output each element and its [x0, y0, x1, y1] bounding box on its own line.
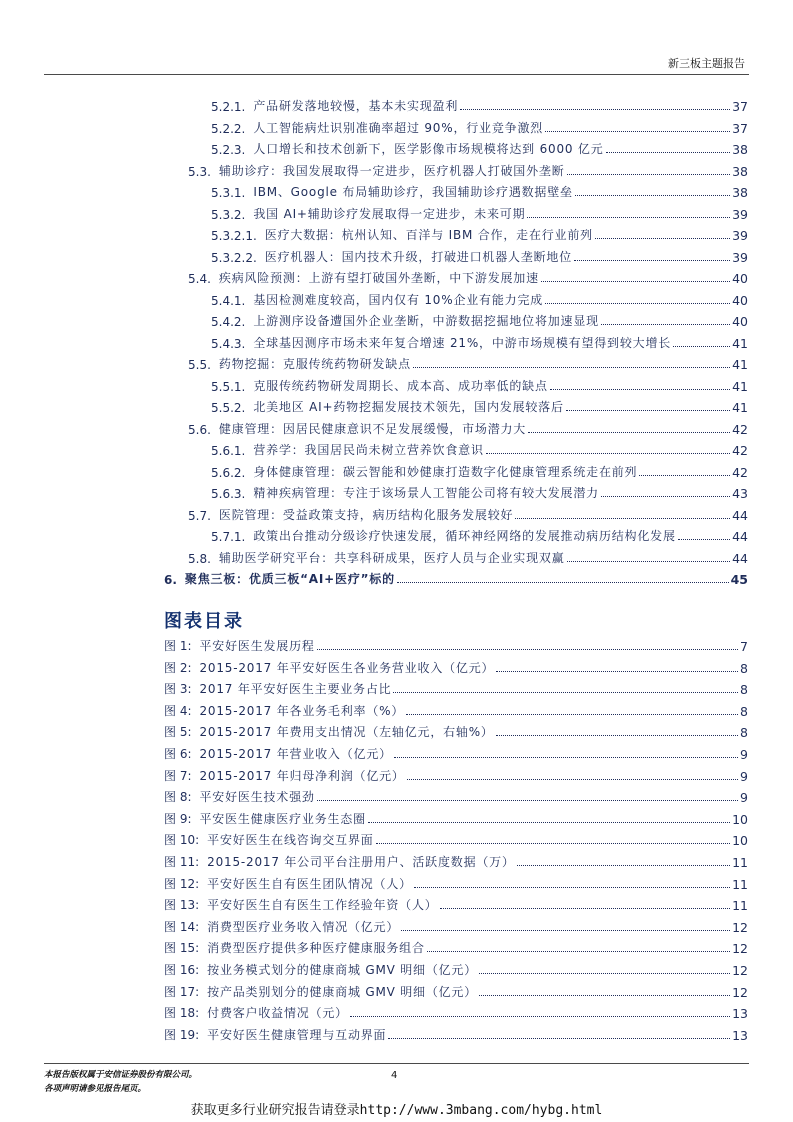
toc-entry[interactable]: [211, 139, 748, 157]
toc-entry[interactable]: [211, 118, 748, 136]
toc-entry-page: 39: [732, 250, 748, 265]
toc-entry-page: 45: [730, 572, 748, 587]
toc-entry[interactable]: [211, 376, 748, 394]
toc-entry-number: 5.2.1.: [211, 100, 246, 114]
toc-entry-leader: [550, 389, 730, 390]
toc-entry-number: 5.4.1.: [211, 294, 246, 308]
toc-entry-title: 辅助诊疗：我国发展取得一定进步，医疗机器人打破国外垄断: [218, 164, 565, 178]
toc-entry[interactable]: [211, 247, 748, 265]
figure-entry-leader: [496, 671, 738, 672]
figure-entry-label: 图 6:: [164, 747, 192, 761]
figure-entry-label: 图 10:: [164, 833, 200, 847]
figure-entry-label: 图 19:: [164, 1028, 200, 1042]
toc-entry-title: 政策出台推动分级诊疗快速发展，循环神经网络的发展推动病历结构化发展: [253, 529, 676, 543]
toc-entry-page: 44: [732, 529, 748, 544]
toc-entry-number: 5.4.3.: [211, 337, 246, 351]
toc-entry-title: 产品研发落地较慢，基本未实现盈利: [253, 99, 459, 113]
toc-entry[interactable]: [211, 526, 748, 544]
toc-entry-title: 辅助医学研究平台：共享科研成果，医疗人员与企业实现双赢: [218, 551, 565, 565]
toc-entry-leader: [527, 217, 730, 218]
toc-entry-page: 44: [732, 551, 748, 566]
toc-entry-leader: [673, 346, 730, 347]
figure-entry-leader: [440, 908, 731, 909]
figure-entry-leader: [394, 757, 738, 758]
figure-entry-page: 12: [732, 985, 748, 1000]
toc-entry-title: IBM、Google 布局辅助诊疗，我国辅助诊疗遇数据壁垒: [253, 185, 573, 199]
figure-entry-leader: [388, 1038, 730, 1039]
figure-entry[interactable]: [164, 917, 748, 935]
figure-entry-page: 8: [740, 682, 748, 697]
figure-entry-leader: [350, 1016, 730, 1017]
figure-entry-label: 图 12:: [164, 877, 200, 891]
toc-entry[interactable]: [211, 462, 748, 480]
toc-entry[interactable]: [188, 354, 748, 372]
figure-entry[interactable]: [164, 982, 748, 1000]
figure-entry[interactable]: [164, 658, 748, 676]
toc-entry-leader: [639, 475, 730, 476]
figure-entry-label: 图 7:: [164, 769, 192, 783]
toc-entry-title: 医院管理：受益政策支持，病历结构化服务发展较好: [218, 508, 514, 522]
toc-entry-leader: [460, 109, 730, 110]
toc-entry-title: 健康管理：因居民健康意识不足发展缓慢，市场潜力大: [218, 422, 527, 436]
figure-entry-leader: [427, 951, 730, 952]
toc-entry-page: 38: [732, 142, 748, 157]
toc-entry-number: 5.5.: [188, 358, 211, 372]
toc-entry-leader: [595, 238, 730, 239]
figure-entry[interactable]: [164, 679, 748, 697]
toc-entry-number: 5.6.1.: [211, 444, 246, 458]
figure-entry-page: 11: [732, 855, 748, 870]
toc-entry-page: 41: [732, 336, 748, 351]
figure-entry-label: 图 18:: [164, 1006, 200, 1020]
figure-entry-page: 9: [740, 747, 748, 762]
toc-entry[interactable]: [211, 440, 748, 458]
toc-entry-leader: [567, 174, 731, 175]
figure-entry-title: 平安好医生自有医生工作经验年资（人）: [207, 898, 438, 912]
figure-entry-page: 8: [740, 661, 748, 676]
toc-entry-page: 40: [732, 293, 748, 308]
figure-entry[interactable]: [164, 636, 748, 654]
figure-entry-page: 10: [732, 833, 748, 848]
toc-entry-leader: [567, 561, 731, 562]
footer-disclaimer: 各项声明请参见报告尾页。: [44, 1084, 147, 1094]
header-divider: [44, 74, 749, 75]
figure-entry[interactable]: [164, 722, 748, 740]
toc-entry-number: 5.4.: [188, 272, 211, 286]
figure-entry-page: 9: [740, 769, 748, 784]
footer-divider: [44, 1063, 749, 1064]
figure-entry-title: 2015-2017 年公司平台注册用户、活跃度数据（万）: [207, 855, 515, 869]
figure-entry-page: 12: [732, 963, 748, 978]
toc-entry-leader: [541, 281, 730, 282]
toc-entry-leader: [528, 432, 730, 433]
toc-entry-title: 精神疾病管理：专注于该场景人工智能公司将有较大发展潜力: [253, 486, 599, 500]
toc-entry-page: 37: [732, 121, 748, 136]
toc-entry-title: 疾病风险预测：上游有望打破国外垄断，中下游发展加速: [218, 271, 539, 285]
figure-entry-leader: [317, 649, 738, 650]
toc-entry-number: 5.5.1.: [211, 380, 246, 394]
toc-entry-leader: [601, 324, 730, 325]
figure-entry[interactable]: [164, 701, 748, 719]
toc-entry-title: 聚焦三板：优质三板“AI+医疗”标的: [184, 572, 395, 586]
figure-entry-label: 图 9:: [164, 812, 192, 826]
toc-entry-page: 40: [732, 314, 748, 329]
figure-entry-page: 13: [732, 1028, 748, 1043]
toc-entry-page: 41: [732, 357, 748, 372]
toc-entry-page: 42: [732, 443, 748, 458]
figure-entry[interactable]: [164, 895, 748, 913]
figure-entry-title: 2015-2017 年平安好医生各业务营业收入（亿元）: [199, 661, 495, 675]
figure-entry-leader: [496, 735, 738, 736]
toc-entry-title: 克服传统药物研发周期长、成本高、成功率低的缺点: [253, 379, 548, 393]
toc-entry-number: 5.6.2.: [211, 466, 246, 480]
toc-entry-leader: [606, 152, 731, 153]
toc-entry-title: 医疗大数据：杭州认知、百洋与 IBM 合作，走在行业前列: [264, 228, 593, 242]
toc-entry-title: 北美地区 AI+药物挖掘发展技术领先，国内发展较落后: [253, 400, 564, 414]
figure-entry-leader: [368, 822, 730, 823]
figure-entry-leader: [407, 779, 738, 780]
toc-entry-number: 5.6.3.: [211, 487, 246, 501]
figure-entry-label: 图 8:: [164, 790, 192, 804]
figure-entry-label: 图 1:: [164, 639, 192, 653]
figure-entry[interactable]: [164, 766, 748, 784]
figure-entry-title: 2015-2017 年各业务毛利率（%）: [199, 704, 405, 718]
toc-entry[interactable]: [211, 290, 748, 308]
figure-entry-leader: [517, 865, 730, 866]
figure-entry-title: 2015-2017 年营业收入（亿元）: [199, 747, 392, 761]
toc-entry[interactable]: [211, 182, 748, 200]
toc-entry-page: 38: [732, 164, 748, 179]
figure-entry[interactable]: [164, 809, 748, 827]
figure-entry-title: 平安好医生在线咨询交互界面: [207, 833, 374, 847]
figure-entry-page: 7: [740, 639, 748, 654]
toc-entry[interactable]: [188, 268, 748, 286]
toc-entry-title: 上游测序设备遭国外企业垄断，中游数据挖掘地位将加速显现: [253, 314, 599, 328]
toc-entry-leader: [575, 195, 730, 196]
figure-entry-page: 12: [732, 920, 748, 935]
toc-entry-leader: [566, 410, 730, 411]
figure-entry-title: 按业务模式划分的健康商城 GMV 明细（亿元）: [207, 963, 478, 977]
toc-entry-title: 营养学：我国居民尚未树立营养饮食意识: [253, 443, 484, 457]
toc-entry-page: 44: [732, 508, 748, 523]
figure-entry-page: 10: [732, 812, 748, 827]
toc-entry-page: 39: [732, 228, 748, 243]
toc-entry-leader: [413, 367, 730, 368]
toc-entry-number: 5.6.: [188, 423, 211, 437]
figure-entry-title: 消费型医疗业务收入情况（亿元）: [207, 920, 400, 934]
toc-entry-leader: [601, 496, 730, 497]
figure-entry-label: 图 16:: [164, 963, 200, 977]
toc-entry-leader: [515, 518, 730, 519]
toc-entry-leader: [397, 582, 729, 583]
figure-entry-label: 图 3:: [164, 682, 192, 696]
toc-entry[interactable]: [164, 569, 748, 587]
figure-entry[interactable]: [164, 744, 748, 762]
figure-entry-leader: [393, 692, 738, 693]
toc-entry[interactable]: [188, 161, 748, 179]
figure-entry[interactable]: [164, 787, 748, 805]
toc-entry-leader: [545, 303, 730, 304]
figure-entry-title: 平安医生健康医疗业务生态圈: [199, 812, 366, 826]
figure-entry[interactable]: [164, 1003, 748, 1021]
toc-entry-title: 基因检测难度较高，国内仅有 10%企业有能力完成: [253, 293, 544, 307]
figure-entry-page: 9: [740, 790, 748, 805]
toc-entry-number: 5.2.2.: [211, 122, 246, 136]
figure-entry[interactable]: [164, 1025, 748, 1043]
figure-entry-title: 按产品类别划分的健康商城 GMV 明细（亿元）: [207, 985, 478, 999]
figure-entry-label: 图 5:: [164, 725, 192, 739]
toc-entry-title: 人工智能病灶识别准确率超过 90%，行业竞争激烈: [253, 121, 544, 135]
figure-entry[interactable]: [164, 830, 748, 848]
figure-entry-label: 图 13:: [164, 898, 200, 912]
figure-entry-title: 付费客户收益情况（元）: [207, 1006, 348, 1020]
figure-entry-title: 平安好医生技术强劲: [199, 790, 315, 804]
figure-entry-title: 2015-2017 年归母净利润（亿元）: [199, 769, 405, 783]
figure-entry-page: 11: [732, 898, 748, 913]
toc-entry-title: 人口增长和技术创新下，医学影像市场规模将达到 6000 亿元: [253, 142, 604, 156]
figure-entry[interactable]: [164, 874, 748, 892]
figure-entry[interactable]: [164, 960, 748, 978]
figure-entry[interactable]: [164, 938, 748, 956]
figure-entry-page: 8: [740, 704, 748, 719]
toc-entry-leader: [574, 260, 730, 261]
figure-entry-label: 图 14:: [164, 920, 200, 934]
figure-entry[interactable]: [164, 852, 748, 870]
toc-entry-number: 6.: [164, 573, 177, 587]
toc-entry-title: 全球基因测序市场未来年复合增速 21%，中游市场规模有望得到较大增长: [253, 336, 672, 350]
figure-entry-title: 平安好医生健康管理与互动界面: [207, 1028, 387, 1042]
toc-entry-page: 39: [732, 207, 748, 222]
figure-entry-label: 图 15:: [164, 941, 200, 955]
figure-entry-leader: [406, 714, 738, 715]
figure-entry-page: 8: [740, 725, 748, 740]
toc-entry-page: 43: [732, 486, 748, 501]
toc-entry-number: 5.8.: [188, 552, 211, 566]
figure-entry-label: 图 17:: [164, 985, 200, 999]
toc-entry[interactable]: [211, 397, 748, 415]
toc-entry-number: 5.3.: [188, 165, 211, 179]
toc-entry-number: 5.5.2.: [211, 401, 246, 415]
toc-entry-page: 41: [732, 379, 748, 394]
figure-entry-leader: [317, 800, 738, 801]
toc-entry[interactable]: [211, 225, 748, 243]
toc-entry[interactable]: [211, 311, 748, 329]
figure-entry-leader: [376, 843, 731, 844]
toc-entry-number: 5.3.2.1.: [211, 229, 257, 243]
toc-entry-number: 5.7.: [188, 509, 211, 523]
toc-entry-leader: [678, 539, 730, 540]
toc-entry-page: 38: [732, 185, 748, 200]
figure-entry-label: 图 11:: [164, 855, 200, 869]
figure-entry-title: 2017 年平安好医生主要业务占比: [199, 682, 392, 696]
figure-entry-label: 图 4:: [164, 704, 192, 718]
figure-entry-page: 13: [732, 1006, 748, 1021]
figure-entry-leader: [479, 973, 730, 974]
toc-entry-leader: [486, 453, 730, 454]
toc-entry-title: 我国 AI+辅助诊疗发展取得一定进步，未来可期: [253, 207, 526, 221]
toc-entry-page: 40: [732, 271, 748, 286]
figure-entry-page: 12: [732, 941, 748, 956]
figure-entry-label: 图 2:: [164, 661, 192, 675]
toc-entry[interactable]: [211, 96, 748, 114]
toc-entry-number: 5.2.3.: [211, 143, 246, 157]
toc-entry-number: 5.3.2.2.: [211, 251, 257, 265]
toc-entry-page: 42: [732, 465, 748, 480]
toc-entry[interactable]: [211, 333, 748, 351]
toc-entry[interactable]: [188, 505, 748, 523]
toc-entry[interactable]: [211, 483, 748, 501]
toc-entry[interactable]: [188, 548, 748, 566]
toc-entry-title: 药物挖掘：克服传统药物研发缺点: [218, 357, 411, 371]
figures-section-title: 图表目录: [164, 611, 244, 632]
toc-entry-number: 5.7.1.: [211, 530, 246, 544]
download-banner[interactable]: 获取更多行业研究报告请登录http://www.3mbang.com/hybg.html: [190, 1103, 603, 1118]
figure-entry-title: 2015-2017 年费用支出情况（左轴亿元，右轴%）: [199, 725, 494, 739]
figure-entry-leader: [479, 995, 730, 996]
figure-entry-title: 平安好医生发展历程: [199, 639, 315, 653]
figure-entry-title: 平安好医生自有医生团队情况（人）: [207, 877, 412, 891]
toc-entry[interactable]: [211, 204, 748, 222]
toc-entry-title: 医疗机器人：国内技术升级，打破进口机器人垄断地位: [264, 250, 572, 264]
toc-entry[interactable]: [188, 419, 748, 437]
footer-copyright: 本报告版权属于安信证券股份有限公司。: [44, 1070, 198, 1080]
toc-entry-leader: [545, 131, 730, 132]
figure-entry-page: 11: [732, 877, 748, 892]
toc-entry-number: 5.3.1.: [211, 186, 246, 200]
report-type-label: 新三板主题报告: [668, 57, 745, 70]
figure-entry-leader: [401, 930, 730, 931]
figure-entry-title: 消费型医疗提供多种医疗健康服务组合: [207, 941, 425, 955]
toc-entry-number: 5.4.2.: [211, 315, 246, 329]
toc-entry-page: 37: [732, 99, 748, 114]
toc-entry-page: 41: [732, 400, 748, 415]
figure-entry-leader: [414, 887, 730, 888]
toc-entry-page: 42: [732, 422, 748, 437]
page-number: 4: [391, 1070, 398, 1081]
toc-entry-number: 5.3.2.: [211, 208, 246, 222]
toc-entry-title: 身体健康管理：碳云智能和妙健康打造数字化健康管理系统走在前列: [253, 465, 638, 479]
